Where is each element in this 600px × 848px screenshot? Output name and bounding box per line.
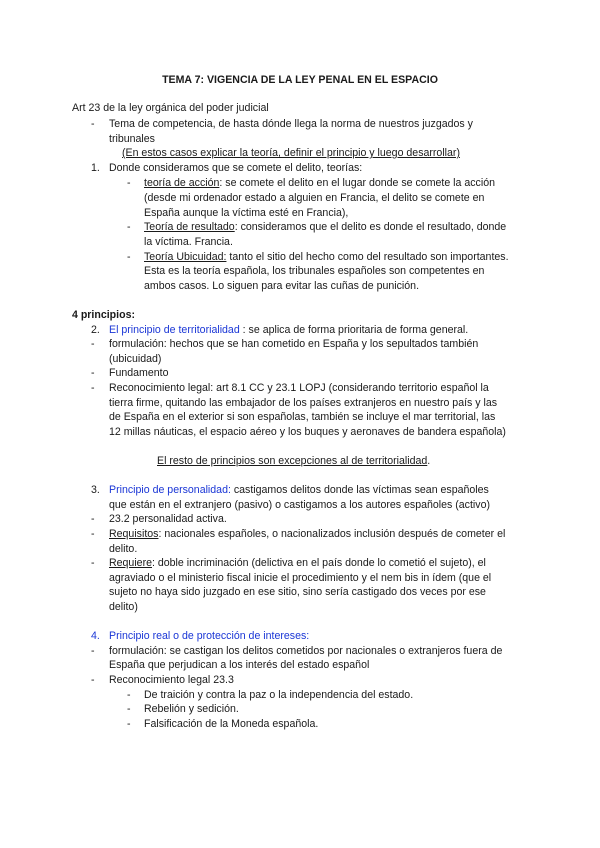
- requisitos-line-2: delito.: [109, 543, 138, 555]
- list-marker: 1.: [91, 162, 100, 174]
- competence-line-1: Tema de competencia, de hasta dónde llega la norma de nuestros juzgados y: [109, 118, 473, 130]
- real-item-treason: De traición y contra la paz o la independencia del estado.: [144, 689, 414, 701]
- personality-title: Principio de personalidad:: [109, 484, 231, 496]
- theory-action-line-3: España aunque la víctima esté en Francia),: [144, 207, 349, 219]
- theory-action-line-1: teoría de acción: se comete el delito en el lugar donde se comete la acción: [144, 177, 495, 189]
- territoriality-fundamento: Fundamento: [109, 367, 169, 379]
- theory-result-line-2: la víctima. Francia.: [144, 236, 233, 248]
- theory-result-line-1: Teoría de resultado: consideramos que el delito es donde el resultado, donde: [144, 221, 507, 233]
- personality-principle-line-2: que están en el extranjero (pasivo) o castigamos a los autores españoles (activo): [109, 499, 490, 511]
- territoriality-formulation-1: formulación: hechos que se han cometido en España y los sepultados también: [109, 338, 479, 350]
- territoriality-formulation-2: (ubicuidad): [109, 353, 162, 365]
- territoriality-legal-1: Reconocimiento legal: art 8.1 CC y 23.1 LOPJ (considerando territorio español la: [109, 382, 489, 394]
- theory-ubiquity-line-1: Teoría Ubicuidad: tanto el sitio del hecho como del resultado son importantes.: [144, 251, 509, 263]
- bullet-dash: -: [91, 367, 95, 379]
- requiere-line-3: sujeto no haya sido juzgado en ese sitio, sino sería castigado dos veces por ese: [109, 586, 486, 598]
- territoriality-principle: El principio de territorialidad : se aplica de forma prioritaria de forma general.: [109, 324, 469, 336]
- bullet-dash: -: [91, 528, 95, 540]
- bullet-dash: -: [91, 382, 95, 394]
- theory-ubiquity-line-2: Esta es la teoría española, los tribunales españoles son competentes en: [144, 265, 485, 277]
- bullet-dash: -: [91, 118, 95, 130]
- list-marker: 4.: [91, 630, 100, 642]
- real-item-rebellion: Rebelión y sedición.: [144, 703, 239, 715]
- page-title: TEMA 7: VIGENCIA DE LA LEY PENAL EN EL ESPACIO: [162, 74, 438, 86]
- requiere-line-1: Requiere: doble incriminación (delictiva en el país donde lo cometió el sujeto), el: [109, 557, 486, 569]
- list-marker: 3.: [91, 484, 100, 496]
- requiere-line-2: agraviado o el ministerio fiscal inicie el procedimiento y el nem bis in ídem (que el: [109, 572, 492, 584]
- theory-ubiquity-line-3: ambos casos. Lo siguen para evitar las cuñas de punición.: [144, 280, 420, 292]
- bullet-dash: -: [127, 718, 131, 730]
- real-legal-recognition: Reconocimiento legal 23.3: [109, 674, 234, 686]
- real-protection-title: Principio real o de protección de intereses:: [109, 630, 310, 642]
- bullet-dash: -: [127, 221, 131, 233]
- theory-action-label: teoría de acción: [144, 177, 220, 189]
- bullet-dash: -: [127, 251, 131, 263]
- competence-line-2: tribunales: [109, 133, 155, 145]
- article-reference: Art 23 de la ley orgánica del poder judicial: [72, 102, 269, 114]
- personality-active: 23.2 personalidad activa.: [109, 513, 227, 525]
- territoriality-legal-4: 12 millas náuticas, el espacio aéreo y los buques y aeronaves de bandera española): [109, 426, 506, 438]
- bullet-dash: -: [91, 513, 95, 525]
- bullet-dash: -: [91, 557, 95, 569]
- requisitos-label: Requisitos: [109, 528, 159, 540]
- territoriality-title: El principio de territorialidad: [109, 324, 243, 336]
- real-formulation-1: formulación: se castigan los delitos cometidos por nacionales o extranjeros fuera de: [109, 645, 503, 657]
- requiere-label: Requiere: [109, 557, 152, 569]
- list-marker: 2.: [91, 324, 100, 336]
- theories-intro: Donde consideramos que se comete el delito, teorías:: [109, 162, 363, 174]
- real-item-counterfeit: Falsificación de la Moneda española.: [144, 718, 319, 730]
- territoriality-legal-3: de España en el exterior si son españolas, también se incluye el mar territorial, las: [109, 411, 496, 423]
- bullet-dash: -: [91, 674, 95, 686]
- principles-heading: 4 principios:: [72, 309, 135, 321]
- bullet-dash: -: [127, 703, 131, 715]
- territoriality-legal-2: tierra firme, quitando las embajador de los países extranjeros en nuestro país y las: [109, 397, 498, 409]
- theory-result-label: Teoría de resultado: [144, 221, 235, 233]
- theory-action-line-2: (desde mi ordenador estado a alguien en Francia, el delito se comete en: [144, 192, 485, 204]
- requiere-line-4: delito): [109, 601, 138, 613]
- exam-note: (En estos casos explicar la teoría, definir el principio y luego desarrollar): [122, 147, 460, 159]
- exceptions-note: El resto de principios son excepciones al de territorialidad.: [157, 455, 431, 467]
- theory-ubiquity-label: Teoría Ubicuidad:: [144, 251, 227, 263]
- bullet-dash: -: [91, 645, 95, 657]
- bullet-dash: -: [127, 177, 131, 189]
- bullet-dash: -: [127, 689, 131, 701]
- requisitos-line-1: Requisitos: nacionales españoles, o nacionalizados inclusión después de cometer el: [109, 528, 506, 540]
- real-formulation-2: España que perjudican a los interés del estado español: [109, 659, 370, 671]
- personality-principle-line-1: Principio de personalidad: castigamos delitos donde las víctimas sean españoles: [109, 484, 489, 496]
- bullet-dash: -: [91, 338, 95, 350]
